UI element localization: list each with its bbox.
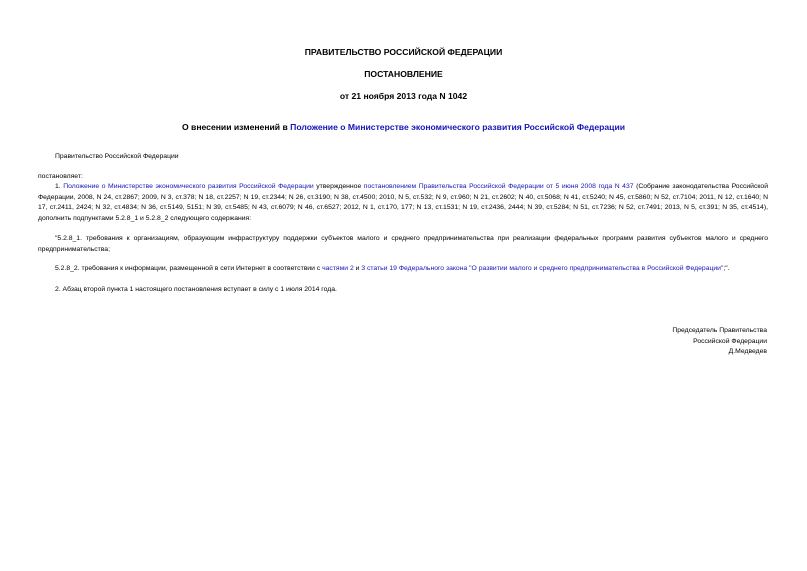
- item-5-2-8-2-paragraph: [38, 264, 768, 275]
- decree-paragraph: постановляет:: [38, 173, 83, 180]
- doc-type-title: ПОСТАНОВЛЕНИЕ: [364, 69, 443, 79]
- parts-2-link[interactable]: частями 2: [322, 265, 354, 272]
- item-1-number: 1.: [55, 183, 64, 190]
- doc-heading: [0, 122, 807, 133]
- item-5-2-8-2-text-b: и: [353, 265, 362, 272]
- item-5-2-8-1-paragraph: "5.2.8_1. требования к организациям, образующим инфраструктуру поддержки субъектов малого и среднего предпринимательства при реализации федеральных программ развития субъектов малого и среднего предпринимательства;: [38, 235, 768, 253]
- federal-law-link[interactable]: 3 статьи 19 Федерального закона "О развитии малого и среднего предпринимательства в Российской Федерации": [361, 265, 724, 272]
- item-1-paragraph: [38, 182, 768, 224]
- item-1-text-a: утвержденное: [313, 183, 364, 190]
- government-paragraph: Правительство Российской Федерации: [55, 153, 179, 160]
- signature-title: Председатель Правительства: [672, 327, 767, 334]
- doc-heading-prefix: О внесении изменений в: [181, 122, 291, 132]
- org-title: ПРАВИТЕЛЬСТВО РОССИЙСКОЙ ФЕДЕРАЦИИ: [304, 47, 503, 57]
- item-5-2-8-2-text-a: 5.2.8_2. требования к информации, размещенной в сети Интернет в соответствии с: [55, 265, 323, 272]
- item-1-text-b: (Собрание законодательства Российской Федерации, 2008, N 24, ст.2867; 2009, N 3, ст.378; N 18, ст.2257; N 19, ст.2344; N 26, ст.3190; N 38, ст.4500; 2010, N 5, ст.532; N 9, ст.960; N 21, ст.2602; N 40, ст.5068; N 41, ст.5240; N 45, ст.5860; N 52, ст.7104; 2011, N 12, ст.1640; N 17, ст.2411, 2424; N 32, ст.4834; N 36, ст.5149, 5151; N 39, ст.5485; N 43, ст.6079; N 46, ст.6527; 2012, N 1, ст.170, 177; N 13, ст.1531; N 19, ст.2436, 2444; N 39, ст.5284; N 51, ст.7236; N 52, ст.7491; 2013, N 5, ст.391; N 35, ст.4514), дополнить подпунктами 5.2.8_1 и 5.2.8_2 следующего содержания:: [38, 183, 769, 222]
- item-2-paragraph: 2. Абзац второй пункта 1 настоящего постановления вступает в силу с 1 июля 2014 года.: [55, 286, 337, 293]
- regulation-link[interactable]: Положение о Министерстве экономического развития Российской Федерации: [63, 183, 314, 190]
- doc-heading-link[interactable]: Положение о Министерстве экономического развития Российской Федерации: [290, 122, 626, 132]
- signature-org: Российской Федерации: [693, 337, 767, 345]
- doc-date-number: от 21 ноября 2013 года N 1042: [339, 91, 468, 101]
- item-5-2-8-2-text-c: ;".: [723, 265, 730, 272]
- signature-name: Д.Медведев: [728, 348, 767, 356]
- resolution-437-link[interactable]: постановлением Правительства Российской Федерации от 5 июня 2008 года N 437: [363, 183, 634, 190]
- signature-block: [672, 326, 767, 358]
